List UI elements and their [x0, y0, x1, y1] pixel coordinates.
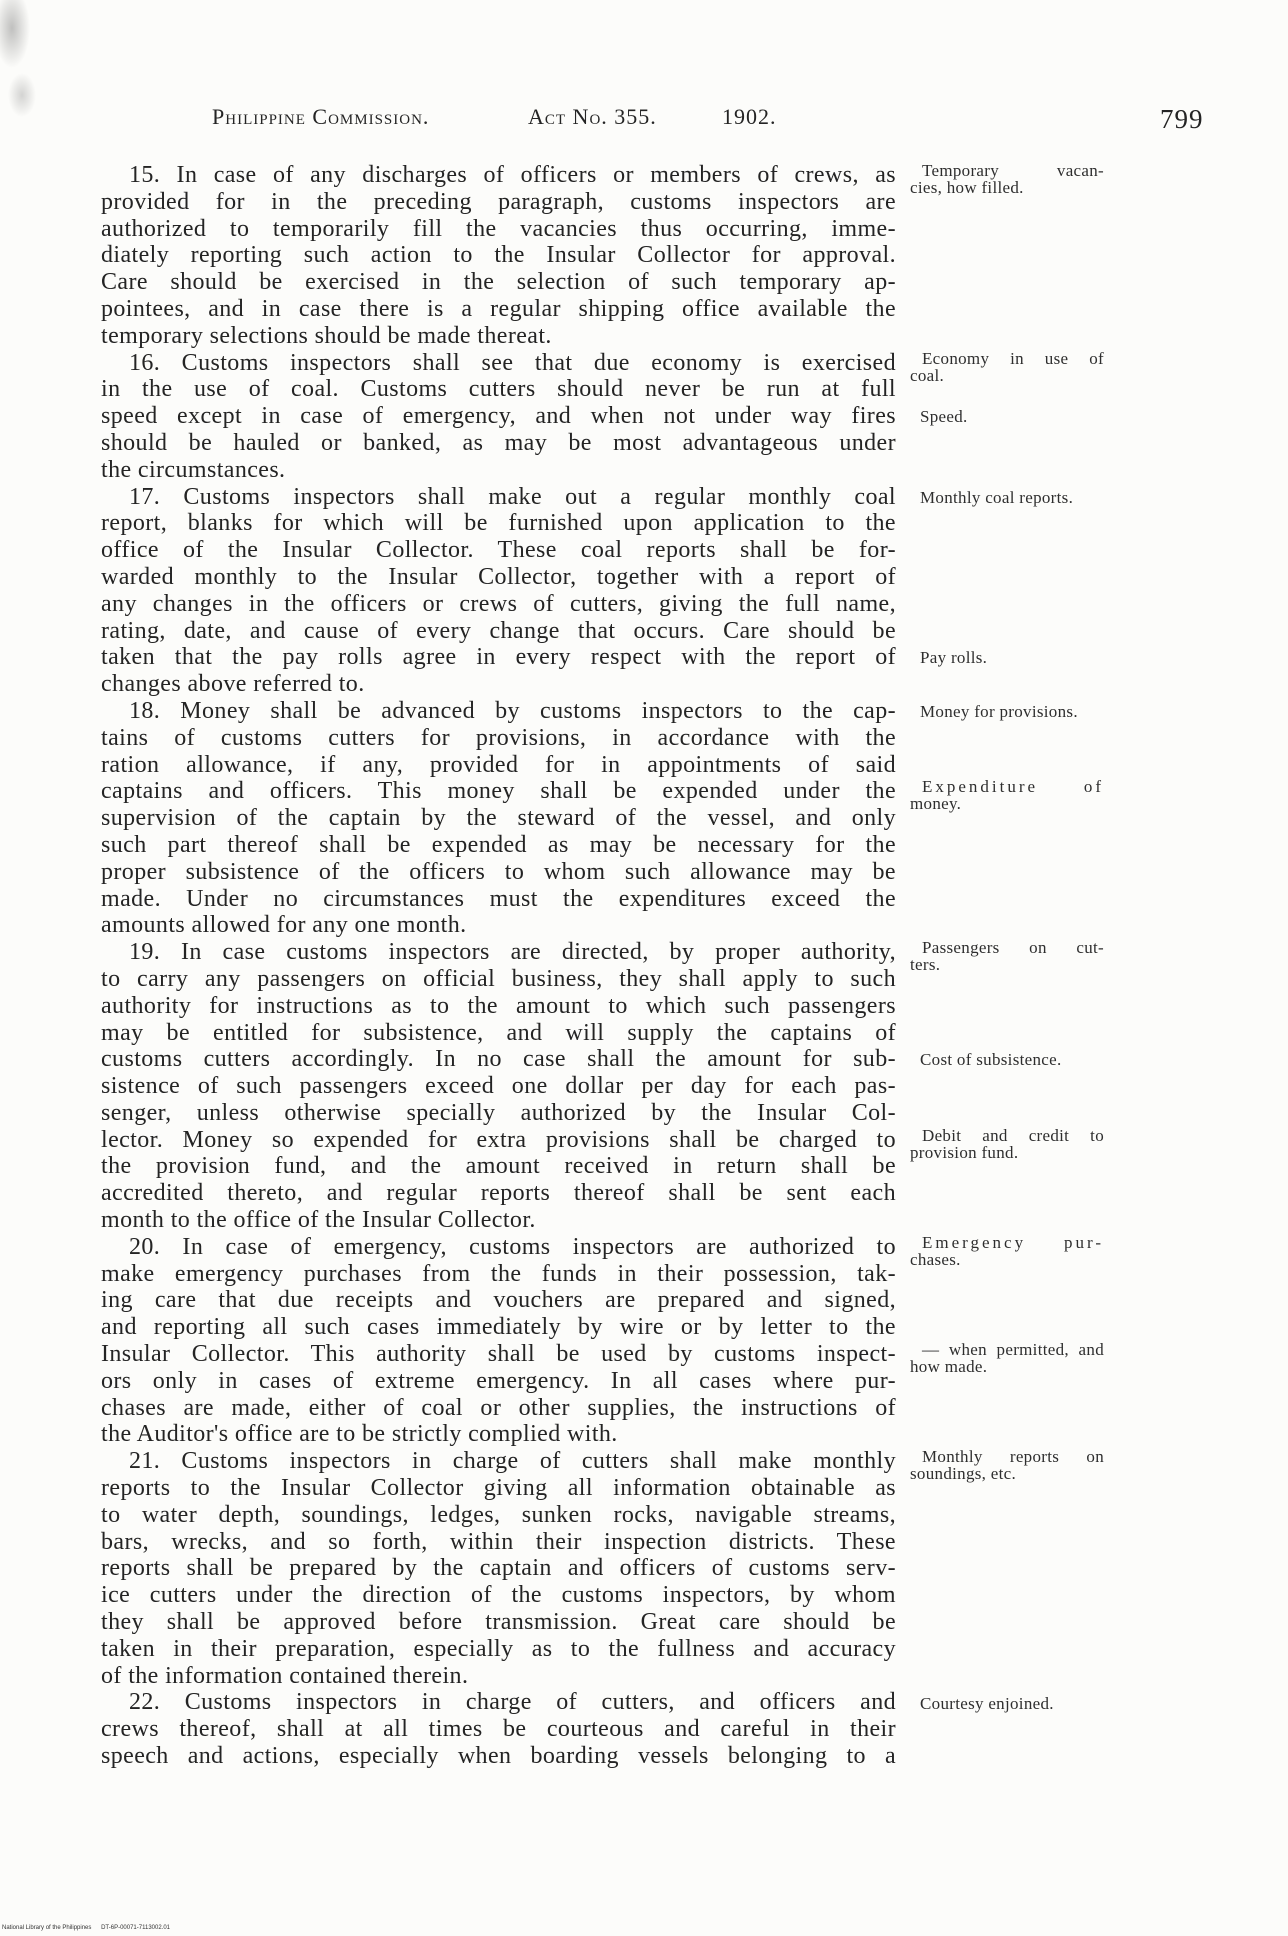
text-line: ration allowance, if any, provided for in appointments of said — [101, 751, 896, 778]
text-line: pointees, and in case there is a regular shipping office available the — [101, 295, 896, 322]
text-line: speed except in case of emergency, and when not under way fires — [101, 403, 896, 430]
text-line: captains and officers. This money shall be expended under the — [101, 778, 896, 805]
margin-note-line: Cost of subsistence. — [920, 1050, 1062, 1069]
text-line: supervision of the captain by the steward of the vessel, and only — [101, 805, 896, 832]
text-line: accredited thereto, and regular reports thereof shall be sent each — [101, 1180, 896, 1207]
margin-note-line: coal. — [910, 365, 945, 385]
text-line: ing care that due receipts and vouchers are prepared and signed, — [101, 1287, 896, 1314]
text-line: taken in their preparation, especially as to the fullness and accuracy — [101, 1635, 896, 1662]
text-line: to water depth, soundings, ledges, sunken rocks, navigable streams, — [101, 1501, 896, 1528]
body-text — [101, 162, 896, 1770]
text-line: make emergency purchases from the funds in their possession, tak- — [101, 1260, 896, 1287]
text-line: ice cutters under the direction of the customs inspectors, by whom — [101, 1582, 896, 1609]
margin-note-line: Money for provisions. — [920, 702, 1078, 721]
margin-note — [910, 1342, 1104, 1375]
text-line: in the use of coal. Customs cutters should never be run at full — [101, 376, 896, 403]
text-line: changes above referred to. — [101, 671, 365, 698]
text-line: authorized to temporarily fill the vacancies thus occurring, imme- — [101, 215, 896, 242]
section-19 — [101, 939, 896, 1234]
margin-note-line: provision fund. — [910, 1142, 1019, 1162]
margin-note — [910, 1696, 1104, 1713]
page-number: 799 — [1160, 104, 1204, 134]
text-line: report, blanks for which will be furnished upon application to the — [101, 510, 896, 537]
text-line: 20. In case of emergency, customs inspectors are authorized to — [129, 1233, 896, 1260]
text-line: the Auditor's office are to be strictly complied with. — [101, 1421, 618, 1448]
margin-note — [910, 940, 1104, 973]
margin-note-line: Pay rolls. — [920, 648, 988, 667]
margin-note-line: chases. — [910, 1249, 961, 1269]
text-line: 17. Customs inspectors shall make out a regular monthly coal — [129, 483, 896, 510]
margin-note — [910, 351, 1104, 384]
section-15 — [101, 162, 896, 350]
footer-id: DT-6P-00071-7113002.01 — [101, 1925, 171, 1931]
text-line: chases are made, either of coal or other supplies, the instructions of — [101, 1394, 896, 1421]
text-line: and reporting all such cases immediately by wire or by letter to the — [101, 1314, 896, 1341]
text-line: 22. Customs inspectors in charge of cutters, and officers and — [129, 1689, 896, 1716]
text-line: taken that the pay rolls agree in every respect with the report of — [101, 644, 896, 671]
margin-note — [910, 1235, 1104, 1268]
text-line: speech and actions, especially when boarding vessels belonging to a — [101, 1743, 896, 1770]
text-line: to carry any passengers on official business, they shall apply to such — [101, 965, 896, 992]
text-line: amounts allowed for any one month. — [101, 912, 467, 939]
margin-note-line: how made. — [910, 1356, 988, 1376]
scan-footer — [2, 1924, 170, 1932]
text-line: customs cutters accordingly. In no case shall the amount for sub- — [101, 1046, 896, 1073]
text-line: bars, wrecks, and so forth, within their inspection districts. These — [101, 1528, 896, 1555]
text-line: diately reporting such action to the Insular Collector for approval. — [101, 242, 896, 269]
section-22 — [101, 1689, 896, 1769]
margin-note — [910, 1052, 1104, 1069]
text-line: made. Under no circumstances must the expenditures exceed the — [101, 885, 896, 912]
text-line: warded monthly to the Insular Collector, together with a report of — [101, 563, 896, 590]
margin-note-line: Debit and credit to — [922, 1126, 1104, 1145]
margin-note — [910, 650, 1104, 667]
text-line: authority for instructions as to the amount to which such passengers — [101, 992, 896, 1019]
act-number: Act No. 355. — [528, 104, 657, 129]
text-line: should be hauled or banked, as may be most advantageous under — [101, 429, 896, 456]
text-line: senger, unless otherwise specially authorized by the Insular Col- — [101, 1099, 896, 1126]
scan-smudge — [0, 0, 52, 150]
section-20 — [101, 1234, 896, 1448]
margin-note — [910, 409, 1104, 426]
text-line: office of the Insular Collector. These coal reports shall be for- — [101, 537, 896, 564]
text-line: they shall be approved before transmission. Great care should be — [101, 1609, 896, 1636]
section-17 — [101, 484, 896, 698]
text-line: tains of customs cutters for provisions, in accordance with the — [101, 724, 896, 751]
text-line: 15. In case of any discharges of officers or members of crews, as — [129, 162, 896, 188]
text-line: provided for in the preceding paragraph, customs inspectors are — [101, 188, 896, 215]
text-line: such part thereof shall be expended as may be necessary for the — [101, 831, 896, 858]
margin-note-line: Courtesy enjoined. — [920, 1694, 1054, 1713]
margin-note-line: Monthly reports on — [922, 1447, 1104, 1466]
text-line: proper subsistence of the officers to whom such allowance may be — [101, 858, 896, 885]
margin-note-line: Economy in use of — [922, 349, 1104, 368]
margin-note-line: Passengers on cut- — [922, 938, 1104, 957]
margin-note — [910, 704, 1104, 721]
margin-note — [910, 779, 1104, 812]
text-line: sistence of such passengers exceed one dollar per day for each pas- — [101, 1073, 896, 1100]
text-line: temporary selections should be made thereat. — [101, 322, 552, 349]
margin-note-line: — when permitted, and — [922, 1340, 1104, 1359]
text-line: month to the office of the Insular Collector. — [101, 1207, 536, 1234]
text-line: rating, date, and cause of every change that occurs. Care should be — [101, 617, 896, 644]
act-year: 1902. — [722, 104, 777, 129]
margin-note-line: Speed. — [920, 407, 968, 426]
text-line: Insular Collector. This authority shall be used by customs inspect- — [101, 1341, 896, 1368]
text-line: any changes in the officers or crews of cutters, giving the full name, — [101, 590, 896, 617]
margin-note-line: money. — [910, 793, 962, 813]
margin-note-line: Monthly coal reports. — [920, 488, 1074, 507]
text-line: 18. Money shall be advanced by customs inspectors to the cap- — [129, 697, 896, 724]
text-line: Care should be exercised in the selection of such temporary ap- — [101, 269, 896, 296]
margin-note — [910, 490, 1104, 507]
section-21 — [101, 1448, 896, 1689]
running-title: Philippine Commission. — [212, 104, 430, 129]
text-line: reports shall be prepared by the captain and officers of customs serv- — [101, 1555, 896, 1582]
text-line: reports to the Insular Collector giving all information obtainable as — [101, 1475, 896, 1502]
section-18 — [101, 698, 896, 939]
margin-note — [910, 163, 1104, 196]
margin-note-line: cies, how filled. — [910, 177, 1024, 197]
margin-note-line: Emergency pur- — [922, 1233, 1104, 1252]
text-line: 19. In case customs inspectors are directed, by proper authority, — [129, 939, 896, 966]
section-16 — [101, 350, 896, 484]
text-line: 21. Customs inspectors in charge of cutters shall make monthly — [129, 1448, 896, 1475]
margin-note-line: Temporary vacan- — [922, 161, 1104, 180]
footer-source: National Library of the Philippines — [2, 1925, 92, 1931]
text-line: crews thereof, shall at all times be courteous and careful in their — [101, 1716, 896, 1743]
margin-note — [910, 1128, 1104, 1161]
text-line: the provision fund, and the amount received in return shall be — [101, 1153, 896, 1180]
margin-note-line: Expenditure of — [922, 777, 1104, 796]
text-line: ors only in cases of extreme emergency. In all cases where pur- — [101, 1367, 896, 1394]
margin-note — [910, 1449, 1104, 1482]
text-line: 16. Customs inspectors shall see that due economy is exercised — [129, 349, 896, 376]
margin-note-line: soundings, etc. — [910, 1463, 1017, 1483]
text-line: lector. Money so expended for extra provisions shall be charged to — [101, 1126, 896, 1153]
text-line: of the information contained therein. — [101, 1662, 469, 1689]
margin-note-line: ters. — [910, 954, 941, 974]
text-line: may be entitled for subsistence, and will supply the captains of — [101, 1019, 896, 1046]
text-line: the circumstances. — [101, 456, 286, 483]
